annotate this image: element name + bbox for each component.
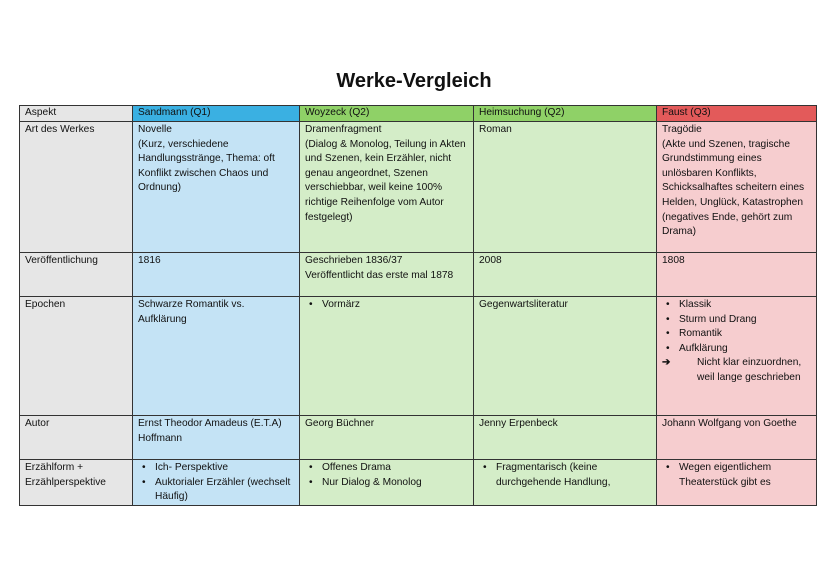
table-row <box>20 416 817 460</box>
cell-erzaehlform-sandmann <box>133 460 300 506</box>
arrow-right-icon: ➔ <box>662 357 671 369</box>
bullet-list <box>479 461 652 490</box>
cell-art-faust: Tragödie (Akte und Szenen, tragische Grundstimmung eines unlösbaren Konflikts, Schicksalhaftes scheitern eines Helden, Unglück, Katastrophen (negatives Ende, gehört zum Drama) <box>657 122 817 253</box>
cell-art-heimsuchung: Roman <box>474 122 657 253</box>
list-item: • Aufklärung <box>662 342 812 357</box>
list-item: • Klassik <box>662 298 812 313</box>
epochen-note <box>662 356 812 385</box>
row-label-autor: Autor <box>20 416 133 460</box>
list-item: • Romantik <box>662 327 812 342</box>
cell-veroeffentlichung-sandmann: 1816 <box>133 253 300 297</box>
cell-autor-sandmann: Ernst Theodor Amadeus (E.T.A) Hoffmann <box>133 416 300 460</box>
header-faust: Faust (Q3) <box>657 106 817 122</box>
cell-epochen-sandmann: Schwarze Romantik vs. Aufklärung <box>133 297 300 416</box>
epochen-note-text: Nicht klar einzuordnen, weil lange geschrieben <box>697 357 802 383</box>
header-sandmann: Sandmann (Q1) <box>133 106 300 122</box>
cell-art-sandmann: Novelle (Kurz, verschiedene Handlungsstränge, Thema: oft Konflikt zwischen Chaos und Ordnung) <box>133 122 300 253</box>
bullet-list <box>138 461 295 505</box>
row-label-erzaehlform: Erzählform + Erzählperspektive <box>20 460 133 506</box>
list-item: • Ich- Perspektive <box>138 461 295 476</box>
row-label-epochen: Epochen <box>20 297 133 416</box>
cell-erzaehlform-faust <box>657 460 817 506</box>
cell-epochen-heimsuchung: Gegenwartsliteratur <box>474 297 657 416</box>
list-item: • Nur Dialog & Monolog <box>305 476 469 491</box>
header-woyzeck: Woyzeck (Q2) <box>300 106 474 122</box>
list-item: • Sturm und Drang <box>662 313 812 328</box>
comparison-table <box>19 105 817 506</box>
table-row <box>20 297 817 416</box>
list-item: • Offenes Drama <box>305 461 469 476</box>
cell-epochen-faust <box>657 297 817 416</box>
cell-autor-woyzeck: Georg Büchner <box>300 416 474 460</box>
bullet-list <box>662 298 812 356</box>
cell-veroeffentlichung-heimsuchung: 2008 <box>474 253 657 297</box>
document-title: Werke-Vergleich <box>336 70 492 92</box>
table-row <box>20 460 817 506</box>
bullet-list <box>305 298 469 313</box>
cell-art-woyzeck: Dramenfragment (Dialog & Monolog, Teilung in Akten und Szenen, kein Erzähler, nicht genau angeordnet, Szenen verschiebbar, weil keine 100% richtige Reihenfolge vom Autor festgelegt) <box>300 122 474 253</box>
cell-erzaehlform-woyzeck <box>300 460 474 506</box>
list-item: • Wegen eigentlichem Theaterstück gibt es <box>662 461 812 490</box>
bullet-list <box>662 461 812 490</box>
cell-veroeffentlichung-faust: 1808 <box>657 253 817 297</box>
bullet-list <box>305 461 469 490</box>
table-row <box>20 253 817 297</box>
cell-erzaehlform-heimsuchung <box>474 460 657 506</box>
list-item: • Fragmentarisch (keine durchgehende Handlung, <box>479 461 652 490</box>
cell-autor-faust: Johann Wolfgang von Goethe <box>657 416 817 460</box>
list-item: • Auktorialer Erzähler (wechselt Häufig) <box>138 476 295 505</box>
cell-autor-heimsuchung: Jenny Erpenbeck <box>474 416 657 460</box>
row-label-art: Art des Werkes <box>20 122 133 253</box>
header-heimsuchung: Heimsuchung (Q2) <box>474 106 657 122</box>
table-row <box>20 122 817 253</box>
list-item: • Vormärz <box>305 298 469 313</box>
cell-epochen-woyzeck <box>300 297 474 416</box>
cell-veroeffentlichung-woyzeck: Geschrieben 1836/37 Veröffentlicht das erste mal 1878 <box>300 253 474 297</box>
table-header-row <box>20 106 817 122</box>
row-label-veroeffentlichung: Veröffentlichung <box>20 253 133 297</box>
header-aspekt: Aspekt <box>20 106 133 122</box>
